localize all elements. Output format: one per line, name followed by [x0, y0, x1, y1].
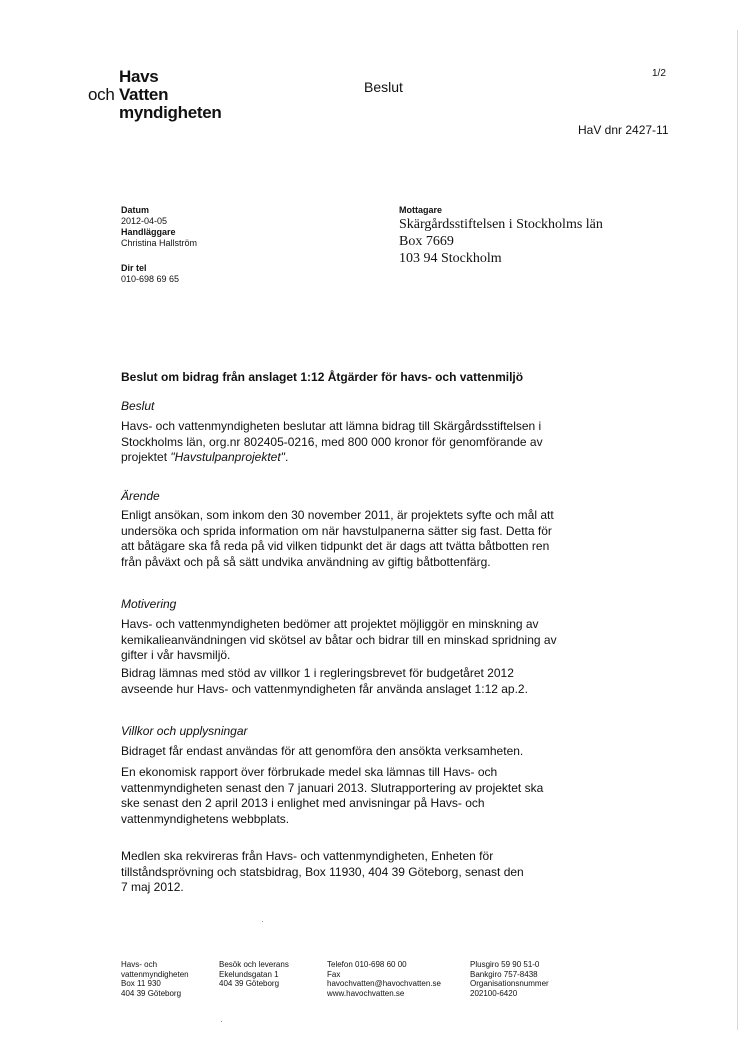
scan-speck	[221, 1021, 222, 1022]
datum-value: 2012-04-05	[121, 216, 168, 226]
recipient-line: Skärgårdsstiftelsen i Stockholms län	[399, 217, 603, 232]
footer-line: 202100-6420	[470, 988, 518, 998]
dirtel-label: Dir tel	[121, 263, 147, 273]
handlaggare-label: Handläggare	[121, 227, 176, 237]
page-number: 1/2	[652, 68, 666, 79]
text-line: ske senast den 2 april 2013 i enlighet med anvisningar på Havs- och	[121, 796, 485, 810]
recipient-label: Mottagare	[399, 205, 443, 215]
footer-line: Bankgiro 757-8438	[470, 969, 538, 979]
scan-edge-line	[737, 30, 738, 1030]
text-line: vattenmyndighetens webbplats.	[121, 811, 290, 826]
text-line: Bidrag lämnas med stöd av villkor 1 i regleringsbrevet för budgetåret 2012	[121, 666, 514, 680]
footer-line: Plusgiro 59 90 51-0	[470, 960, 540, 969]
text-line: 7 maj 2012.	[121, 880, 184, 894]
footer-line: Box 11 930	[121, 979, 161, 988]
text-line: Bidraget får endast användas för att genomföra den ansökta verksamheten.	[121, 744, 524, 758]
text-line: Enligt ansökan, som inkom den 30 november 2011, är projektets syfte och mål att	[121, 508, 554, 522]
recipient-line: 103 94 Stockholm	[399, 251, 502, 266]
footer-payment	[470, 960, 549, 998]
section-title-motivering: Motivering	[121, 597, 177, 611]
footer-line: Telefon 010-698 60 00	[327, 960, 407, 969]
text-line: Stockholms län, org.nr 802405-0216, med 800 000 kronor för genomförande av	[121, 434, 543, 449]
recipient-line: Box 7669	[399, 234, 454, 249]
motivering-paragraph-1	[121, 617, 561, 664]
dirtel-value: 010-698 69 65	[121, 274, 180, 284]
footer-line: 404 39 Göteborg	[121, 988, 182, 998]
handlaggare-value: Christina Hallström	[121, 238, 198, 248]
text-line: avseende hur Havs- och vattenmyndigheten får använda anslaget 1:12 ap.2.	[121, 681, 528, 696]
text-line: Havs- och vattenmyndigheten bedömer att projektet möjliggör en minskning av	[121, 617, 539, 631]
document-type: Beslut	[364, 79, 403, 95]
logo-line-1: Havs	[119, 67, 159, 86]
villkor-paragraph-1	[121, 744, 561, 760]
footer-line: www.havochvatten.se	[327, 988, 405, 998]
villkor-paragraph-2	[121, 765, 561, 827]
datum-label: Datum	[121, 205, 150, 215]
text-fragment: .	[284, 450, 289, 464]
footer-line: havochvatten@havochvatten.se	[327, 979, 441, 988]
text-line: kemikalieanvändningen vid skötsel av båtar och bidrar till en minskad spridning av	[121, 632, 557, 647]
logo-line-2	[88, 86, 248, 104]
section-title-beslut: Beslut	[121, 399, 155, 413]
text-line: Havs- och vattenmyndigheten beslutar att lämna bidrag till Skärgårdsstiftelsen i	[121, 419, 542, 433]
text-line: Medlen ska rekvireras från Havs- och vattenmyndigheten, Enheten för	[121, 849, 494, 863]
text-line: En ekonomisk rapport över förbrukade medel ska lämnas till Havs- och	[121, 765, 498, 779]
text-line: från påväxt och på så sätt undvika användning av giftig båtbottenfärg.	[121, 554, 491, 569]
motivering-paragraph-2	[121, 666, 561, 697]
project-name: "Havstulpanprojektet"	[170, 450, 285, 464]
footer-line: vattenmyndigheten	[121, 969, 189, 979]
logo-line-2-prefix: och	[88, 85, 115, 104]
text-line: undersöka och sprida information om när havstulpanerna sätter sig fast. Detta för	[121, 523, 552, 538]
footer-visit	[219, 960, 289, 989]
text-line: vattenmyndigheten senast den 7 januari 2013. Slutrapportering av projektet ska	[121, 780, 544, 795]
logo-line-2-main: Vatten	[118, 85, 169, 104]
beslut-paragraph	[121, 419, 561, 466]
section-title-arende: Ärende	[121, 489, 160, 503]
text-line: att båtägare ska få reda på vid vilken tidpunkt det är dags att tvätta båtbotten ren	[121, 539, 550, 553]
footer-line: Besök och leverans	[219, 960, 289, 969]
footer-line: Fax	[327, 969, 341, 979]
diary-number: HaV dnr 2427-11	[578, 123, 669, 137]
logo-line-3: myndigheten	[119, 103, 222, 122]
text-line	[121, 450, 561, 466]
footer-contact	[327, 960, 441, 998]
footer-line: Organisationsnummer	[470, 979, 549, 988]
agency-logo	[88, 68, 248, 122]
section-title-villkor: Villkor och upplysningar	[121, 724, 248, 738]
recipient-block	[399, 205, 603, 267]
footer-line: Havs- och	[121, 960, 158, 969]
text-line: tillståndsprövning och statsbidrag, Box 11930, 404 39 Göteborg, senast den	[121, 864, 524, 879]
arende-paragraph	[121, 508, 561, 570]
footer-address	[121, 960, 189, 998]
text-fragment: projektet	[121, 450, 171, 464]
footer-line: Ekelundsgatan 1	[219, 969, 279, 979]
footer-line: 404 39 Göteborg	[219, 979, 280, 988]
scan-speck	[262, 921, 263, 922]
meta-block	[121, 205, 197, 285]
decision-heading: Beslut om bidrag från anslaget 1:12 Åtgärder för havs- och vattenmiljö	[121, 370, 524, 384]
text-line: gifter i vår havsmiljö.	[121, 648, 231, 662]
rekvisition-paragraph	[121, 849, 561, 896]
